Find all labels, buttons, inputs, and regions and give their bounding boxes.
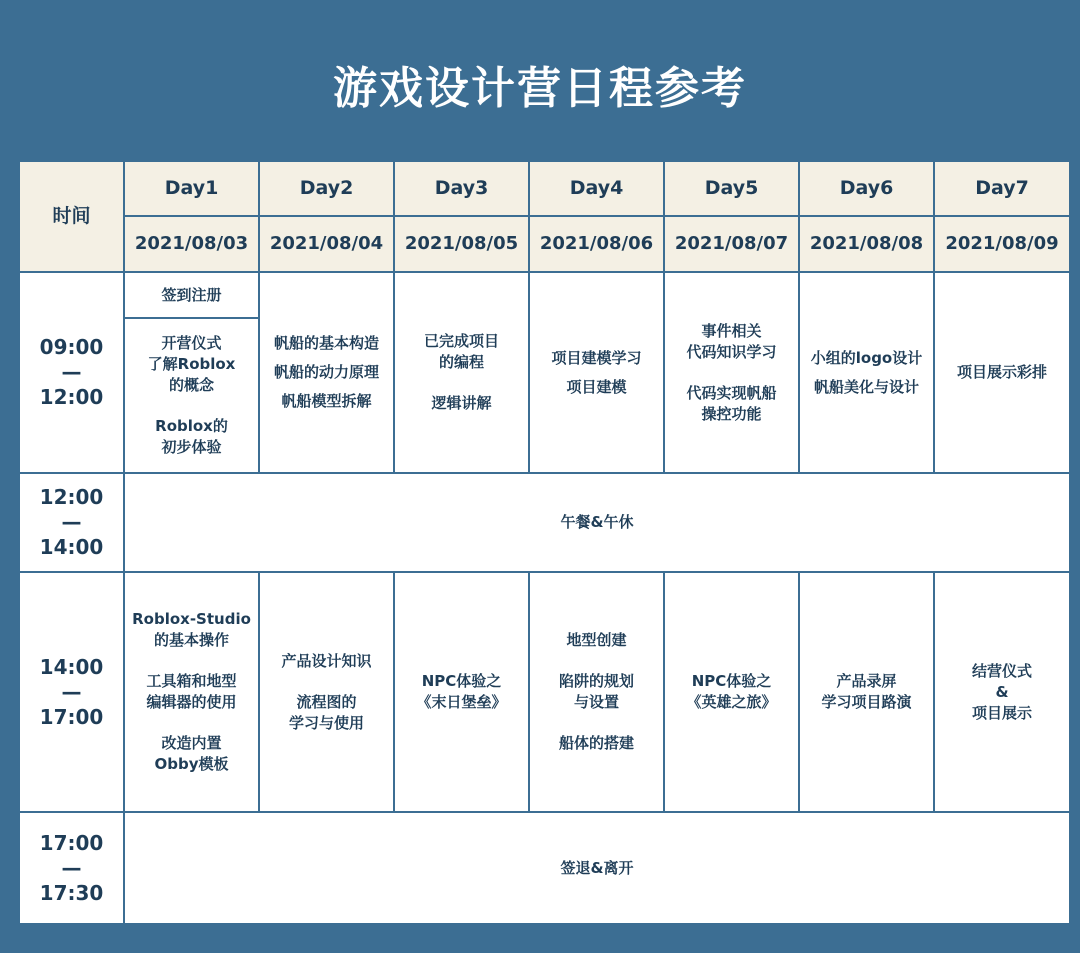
time-slot-morning (20, 273, 123, 472)
activity-line: 地型创建 (566, 631, 627, 649)
date-header: 2021/08/04 (260, 217, 393, 271)
page-title: 游戏设计营日程参考 (333, 63, 747, 114)
activity-day1-afternoon (125, 573, 258, 811)
time-column-header: 时间 (20, 162, 123, 271)
date-header: 2021/08/07 (665, 217, 798, 271)
time-end: 12:00 (39, 385, 104, 409)
time-end: 17:00 (39, 704, 104, 729)
activity-line: 项目建模 (566, 377, 627, 396)
activity-day7-afternoon (935, 573, 1069, 811)
time-start: 17:00 (39, 830, 104, 855)
activity-line: 与设置 (573, 693, 619, 711)
activity-line: 的基本操作 (153, 631, 229, 649)
activity-day5-morning (665, 273, 798, 472)
activity-line: 事件相关 (701, 321, 762, 340)
activity-line: 改造内置 (161, 734, 222, 752)
activity-line: 的编程 (438, 353, 484, 371)
activity-line: 已完成项目 (423, 332, 499, 350)
time-end: 14:00 (39, 535, 104, 559)
activity-line: & (995, 682, 1009, 701)
activity-line: 帆船美化与设计 (813, 377, 919, 396)
activity-line: Roblox-Studio (132, 610, 251, 628)
time-end: 17:30 (39, 880, 104, 905)
time-start: 09:00 (39, 335, 104, 359)
date-header: 2021/08/06 (530, 217, 663, 271)
activity-day4-afternoon (530, 573, 663, 811)
activity-line: 初步体验 (161, 438, 222, 456)
activity-line: 项目展示 (971, 703, 1032, 722)
date-header: 2021/08/08 (800, 217, 933, 271)
activity-day3-afternoon (395, 573, 528, 811)
day-header: Day2 (260, 162, 393, 215)
activity-line: 了解Roblox (147, 355, 236, 373)
activity-line: NPC体验之 (691, 672, 772, 690)
activity-day2-afternoon (260, 573, 393, 811)
schedule-table (20, 162, 1057, 913)
activity-day1-checkin: 签到注册 (125, 273, 258, 317)
activity-line: NPC体验之 (421, 672, 502, 690)
activity-line: 陷阱的规划 (558, 672, 634, 690)
time-start: 12:00 (39, 485, 104, 509)
time-start: 14:00 (39, 654, 104, 679)
activity-line: 船体的搭建 (558, 734, 634, 752)
activity-line: Roblox的 (155, 417, 228, 435)
activity-line: 结营仪式 (971, 661, 1032, 680)
activity-line: 工具箱和地型 (146, 672, 237, 690)
date-header: 2021/08/05 (395, 217, 528, 271)
activity-line: 学习与使用 (288, 713, 364, 732)
activity-line: 学习项目路演 (821, 693, 912, 711)
time-dash: — (61, 679, 82, 704)
time-dash: — (61, 360, 82, 384)
day-header: Day4 (530, 162, 663, 215)
activity-line: 产品录屏 (836, 672, 897, 690)
activity-day5-afternoon (665, 573, 798, 811)
day-header: Day3 (395, 162, 528, 215)
activity-line: 编辑器的使用 (146, 693, 237, 711)
day-header: Day5 (665, 162, 798, 215)
time-slot-lunch (20, 474, 123, 571)
activity-day2-morning (260, 273, 393, 472)
activity-line: 帆船的基本构造 (273, 334, 379, 352)
day-header: Day1 (125, 162, 258, 215)
date-header: 2021/08/03 (125, 217, 258, 271)
activity-line: 小组的logo设计 (810, 348, 923, 367)
activity-line: 帆船模型拆解 (281, 392, 372, 410)
activity-line: 操控功能 (701, 404, 762, 423)
activity-line: 帆船的动力原理 (273, 363, 379, 381)
activity-line: 开营仪式 (161, 334, 222, 352)
activity-line: 《英雄之旅》 (686, 693, 777, 711)
time-slot-afternoon (20, 573, 123, 811)
activity-day4-morning (530, 273, 663, 472)
activity-line: 项目建模学习 (551, 348, 642, 367)
activity-day6-afternoon (800, 573, 933, 811)
activity-line: 代码实现帆船 (686, 383, 777, 402)
time-dash: — (61, 510, 82, 534)
day-header: Day7 (935, 162, 1069, 215)
activity-day3-morning (395, 273, 528, 472)
activity-day1-morning (125, 319, 258, 472)
activity-line: 逻辑讲解 (431, 394, 492, 412)
activity-checkout: 签退&离开 (125, 813, 1069, 923)
activity-line: 的概念 (168, 376, 214, 394)
activity-line: Obby模板 (154, 755, 229, 773)
activity-lunch: 午餐&午休 (125, 474, 1069, 571)
activity-day7-morning (935, 273, 1069, 472)
date-header: 2021/08/09 (935, 217, 1069, 271)
day-header: Day6 (800, 162, 933, 215)
activity-day6-morning (800, 273, 933, 472)
activity-line: 项目展示彩排 (956, 363, 1047, 381)
activity-line: 产品设计知识 (281, 651, 372, 670)
time-slot-checkout (20, 813, 123, 923)
time-dash: — (61, 855, 82, 880)
activity-line: 代码知识学习 (686, 342, 777, 361)
activity-line: 流程图的 (296, 692, 357, 711)
activity-line: 《末日堡垒》 (416, 693, 507, 711)
